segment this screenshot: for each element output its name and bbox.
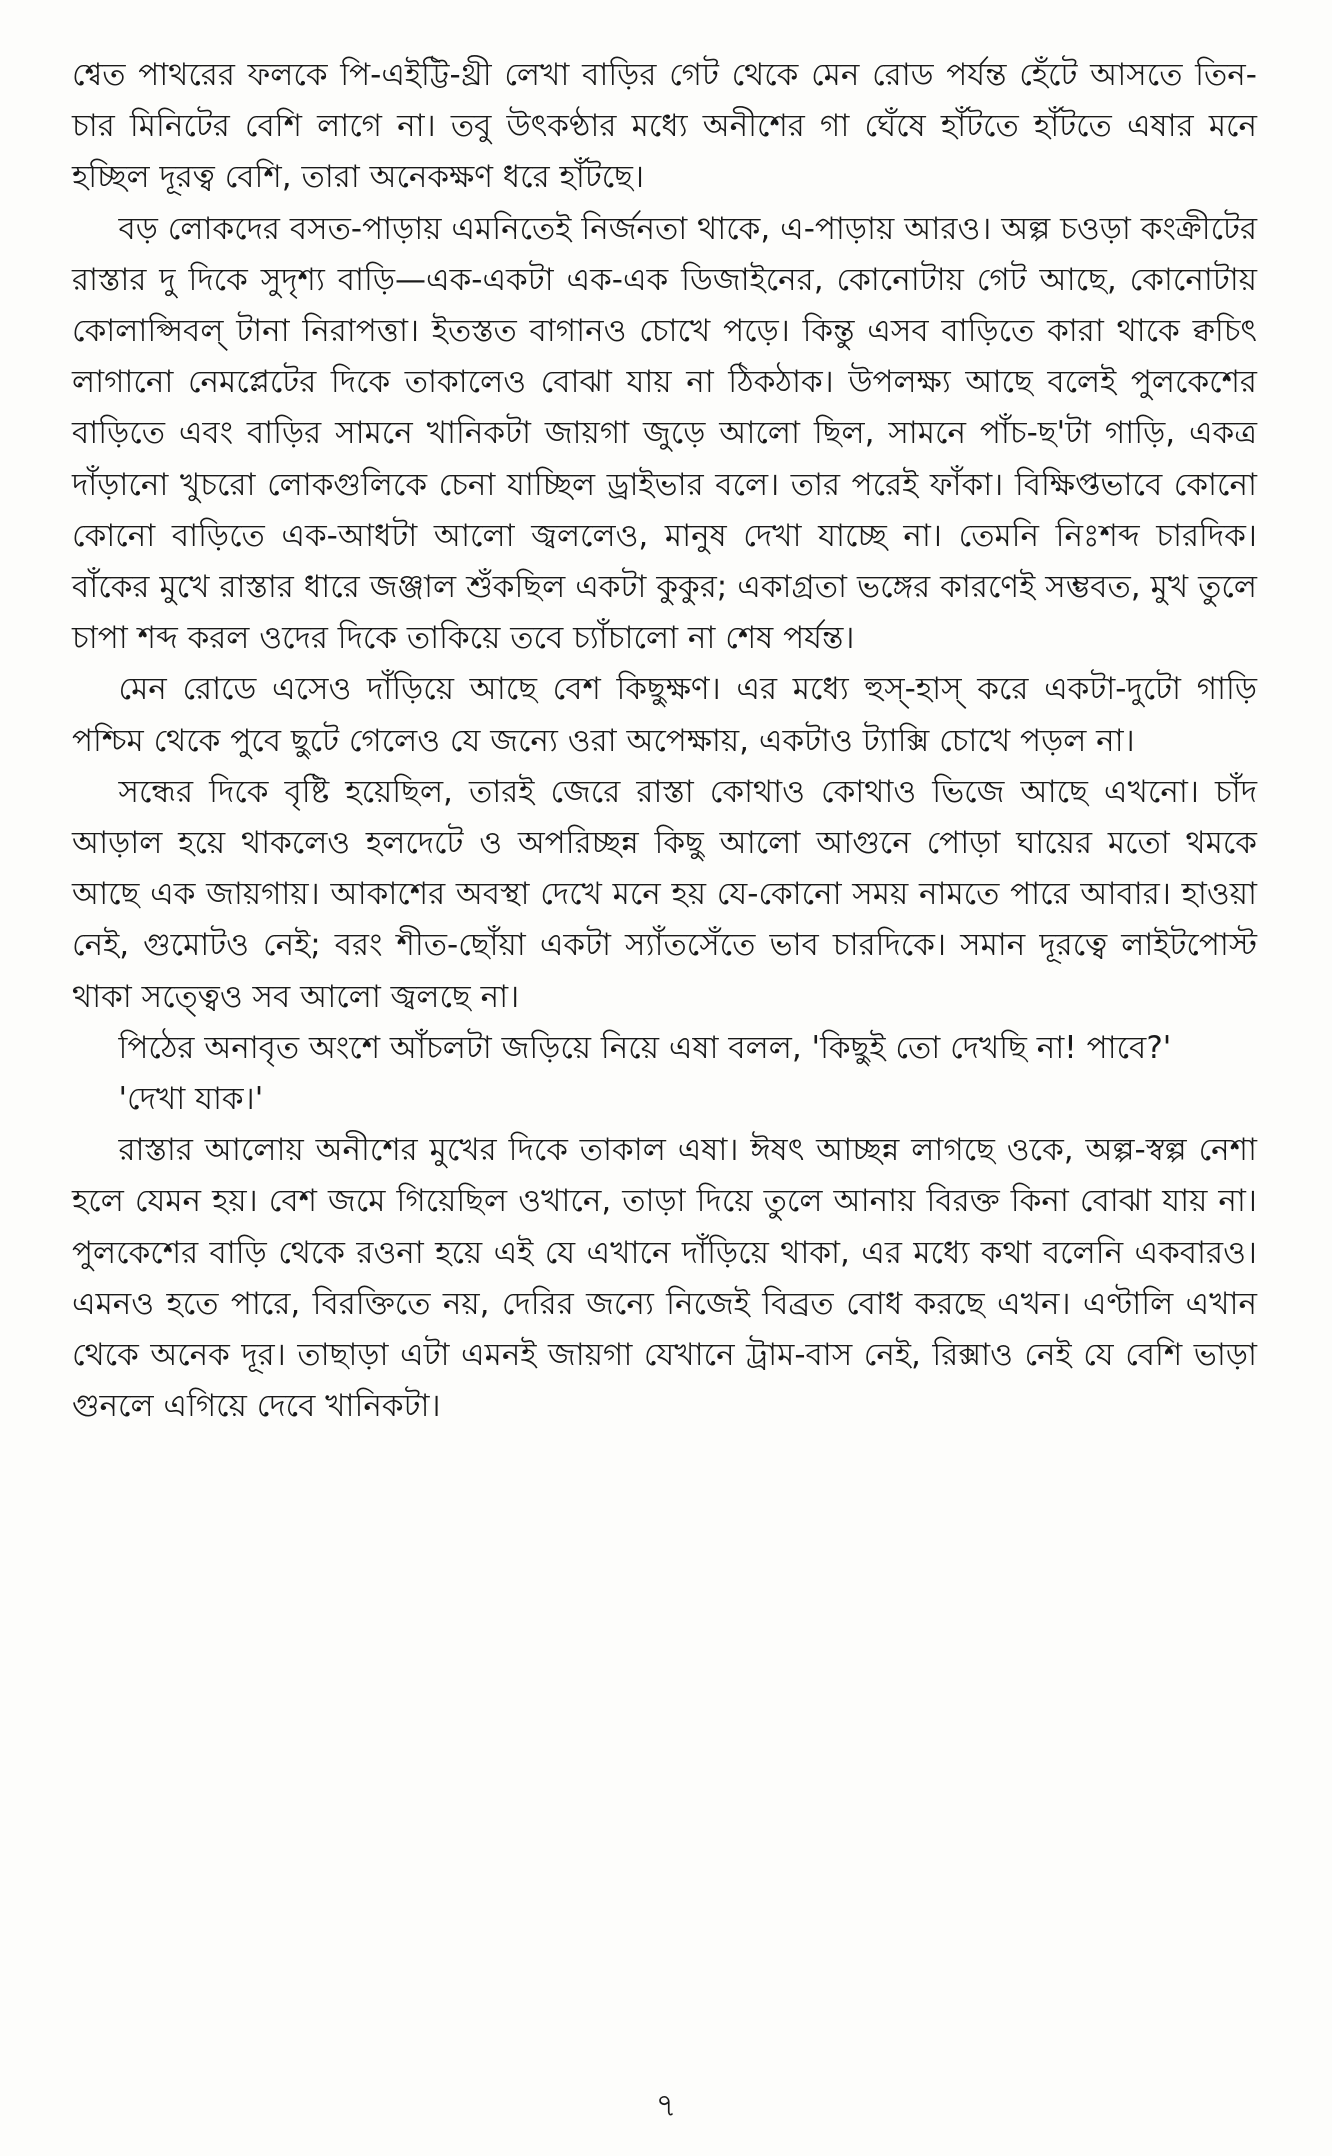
paragraph: রাস্তার আলোয় অনীশের মুখের দিকে তাকাল এষা। ঈষৎ আচ্ছন্ন লাগছে ওকে, অল্প-স্বল্প নেশা হলে যেমন হয়। বেশ জমে গিয়েছিল ওখানে, তাড়া দিয়ে তুলে আনায় বিরক্ত কিনা বোঝা যায় না। পুলকেশের বাড়ি থেকে রওনা হয়ে এই যে এখানে দাঁড়িয়ে থাকা, এর মধ্যে কথা বলেনি একবারও। এমনও হতে পারে, বিরক্তিতে নয়, দেরির জন্যে নিজেই বিব্রত বোধ করছে এখন। এণ্টালি এখান থেকে অনেক দূর। তাছাড়া এটা এমনই জায়গা যেখানে ট্রাম-বাস নেই, রিক্সাও নেই যে বেশি ভাড়া গুনলে এগিয়ে দেবে খানিকটা।: [72, 1132, 1257, 1425]
page-number: ৭: [655, 2086, 677, 2124]
paragraph: শ্বেত পাথরের ফলকে পি-এইট্টি-থ্রী লেখা বাড়ির গেট থেকে মেন রোড পর্যন্ত হেঁটে আসতে তিন-চার মিনিটের বেশি লাগে না। তবু উৎকণ্ঠার মধ্যে অনীশের গা ঘেঁষে হাঁটতে হাঁটতে এষার মনে হচ্ছিল দূরত্ব বেশি, তারা অনেকক্ষণ ধরে হাঁটছে।: [72, 57, 1257, 196]
paragraph: বড় লোকদের বসত-পাড়ায় এমনিতেই নির্জনতা থাকে, এ-পাড়ায় আরও। অল্প চওড়া কংক্রীটের রাস্তার দু দিকে সুদৃশ্য বাড়ি—এক-একটা এক-এক ডিজাইনের, কোনোটায় গেট আছে, কোনোটায় কোলাপ্সিবল্ টানা নিরাপত্তা। ইতস্তত বাগানও চোখে পড়ে। কিন্তু এসব বাড়িতে কারা থাকে ক্বচিৎ লাগানো নেমপ্লেটের দিকে তাকালেও বোঝা যায় না ঠিকঠাক। উপলক্ষ্য আছে বলেই পুলকেশের বাড়িতে এবং বাড়ির সামনে খানিকটা জায়গা জুড়ে আলো ছিল, সামনে পাঁচ-ছ'টা গাড়ি, একত্র দাঁড়ানো খুচরো লোকগুলিকে চেনা যাচ্ছিল ড্রাইভার বলে। তার পরেই ফাঁকা। বিক্ষিপ্তভাবে কোনো কোনো বাড়িতে এক-আধটা আলো জ্বললেও, মানুষ দেখা যাচ্ছে না। তেমনি নিঃশব্দ চারদিক। বাঁকের মুখে রাস্তার ধারে জঞ্জাল শুঁকছিল একটা কুকুর; একাগ্রতা ভঙ্গের কারণেই সম্ভবত, মুখ তুলে চাপা শব্দ করল ওদের দিকে তাকিয়ে তবে চ্যাঁচালো না শেষ পর্যন্ত।: [72, 210, 1257, 657]
paragraph: 'দেখা যাক।': [118, 1081, 264, 1118]
paragraph: মেন রোডে এসেও দাঁড়িয়ে আছে বেশ কিছুক্ষণ। এর মধ্যে হুস্-হাস্ করে একটা-দুটো গাড়ি পশ্চিম থেকে পুবে ছুটে গেলেও যে জন্যে ওরা অপেক্ষায়, একটাও ট্যাক্সি চোখে পড়ল না।: [72, 671, 1257, 759]
paragraph: পিঠের অনাবৃত অংশে আঁচলটা জড়িয়ে নিয়ে এষা বলল, 'কিছুই তো দেখছি না! পাবে?': [118, 1029, 1172, 1066]
body-text: [72, 50, 1257, 1432]
paragraph: সন্ধের দিকে বৃষ্টি হয়েছিল, তারই জেরে রাস্তা কোথাও কোথাও ভিজে আছে এখনো। চাঁদ আড়াল হয়ে থাকলেও হলদেটে ও অপরিচ্ছন্ন কিছু আলো আগুনে পোড়া ঘায়ের মতো থমকে আছে এক জায়গায়। আকাশের অবস্থা দেখে মনে হয় যে-কোনো সময় নামতে পারে আবার। হাওয়া নেই, গুমোটও নেই; বরং শীত-ছোঁয়া একটা স্যাঁতসেঁতে ভাব চারদিকে। সমান দূরত্বে লাইটপোস্ট থাকা সত্ত্বেও সব আলো জ্বলছে না।: [72, 773, 1257, 1015]
